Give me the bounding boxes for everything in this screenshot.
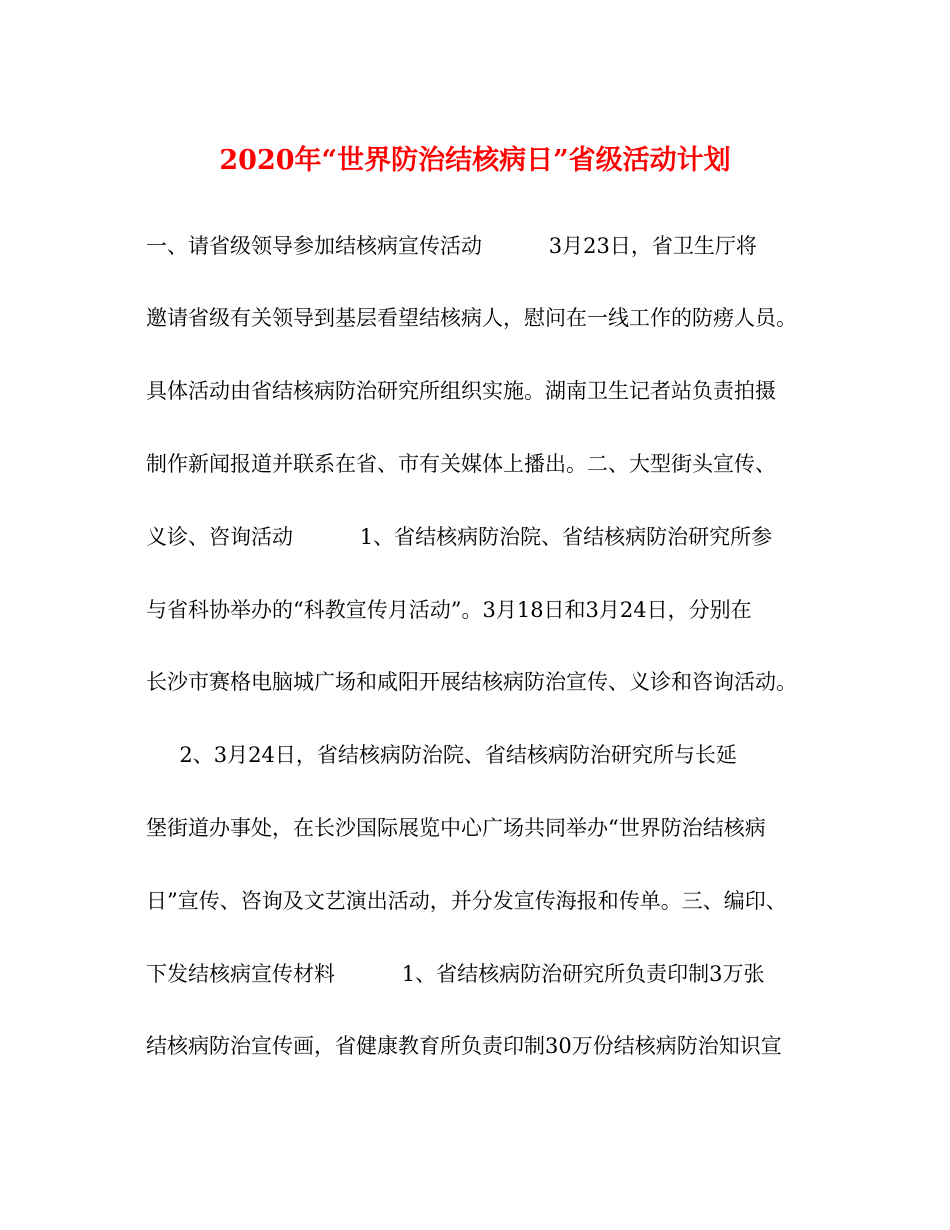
body-line-4: 制作新闻报道并联系在省、市有关媒体上播出。二、大型街头宣传、 — [146, 452, 776, 476]
body-line-3: 具体活动由省结核病防治研究所组织实施。湖南卫生记者站负责拍摄 — [146, 379, 776, 403]
body-line-5: 义诊、咨询活动 1、省结核病防治院、省结核病防治研究所参 — [146, 525, 773, 549]
body-line-6: 与省科协举办的“科教宣传月活动”。3月18日和3月24日，分别在 — [146, 598, 752, 622]
body-line-7: 长沙市赛格电脑城广场和咸阳开展结核病防治宣传、义诊和咨询活动。 — [146, 670, 797, 694]
body-line-9: 堡街道办事处，在长沙国际展览中心广场共同举办“世界防治结核病 — [146, 816, 766, 840]
document-title: 2020年“世界防治结核病日”省级活动计划 — [219, 145, 731, 176]
body-line-8: 2、3月24日，省结核病防治院、省结核病防治研究所与长延 — [146, 743, 737, 767]
body-line-2: 邀请省级有关领导到基层看望结核病人，慰问在一线工作的防痨人员。 — [146, 306, 797, 330]
body-line-11: 下发结核病宣传材料 1、省结核病防治研究所负责印制3万张 — [146, 962, 765, 986]
body-line-10: 日”宣传、咨询及文艺演出活动，并分发宣传海报和传单。三、编印、 — [146, 889, 787, 913]
body-line-1: 一、请省级领导参加结核病宣传活动 3月23日，省卫生厅将 — [146, 234, 757, 258]
body-line-12: 结核病防治宣传画，省健康教育所负责印制30万份结核病防治知识宣 — [146, 1034, 782, 1058]
